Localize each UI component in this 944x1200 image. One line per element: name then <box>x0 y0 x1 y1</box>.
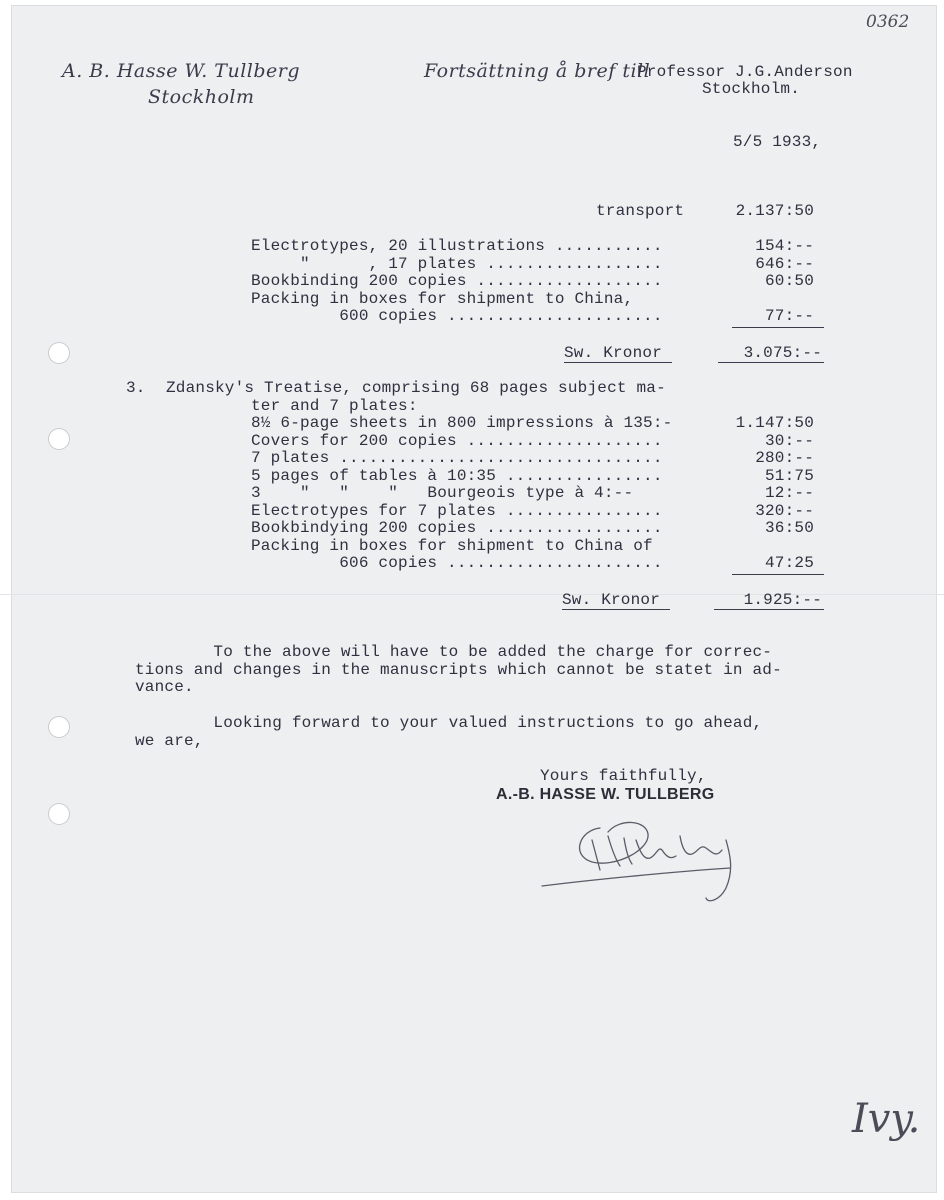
transport-amount: 2.137:50 <box>735 202 814 220</box>
archive-number: 0362 <box>866 12 910 32</box>
line-item-text: Packing in boxes for shipment to China of <box>251 536 653 555</box>
line-item-text: " , 17 plates .................. <box>251 254 663 273</box>
subtotal-rule <box>732 327 824 328</box>
section-number: 3. <box>126 379 146 397</box>
total-3-label: Sw. Kronor <box>562 591 661 609</box>
line-item-amount: 77:-- <box>764 307 814 325</box>
total-3-amount: 1.925:-- <box>743 591 822 609</box>
continuation-label: Fortsättning å bref till <box>424 60 651 82</box>
line-item-amount: 280:-- <box>755 449 814 467</box>
line-item-text: 606 copies ...................... <box>251 554 663 572</box>
line-item-amount: 154:-- <box>755 237 814 255</box>
total-a-amount: 3.075:-- <box>743 344 822 362</box>
signature-icon <box>530 810 760 910</box>
total-amount-underline <box>714 609 824 610</box>
recipient-city: Stockholm. <box>702 80 801 98</box>
line-item-text: Packing in boxes for shipment to China, <box>251 289 634 308</box>
recipient: Professor J.G.Anderson <box>637 63 853 81</box>
punch-hole <box>48 342 70 364</box>
total-amount-underline <box>718 362 824 363</box>
line-item-text: Covers for 200 copies .................... <box>251 431 663 450</box>
paragraph-line: Looking forward to your valued instructions to go ahead, <box>135 714 763 732</box>
line-item-text: Bookbindying 200 copies .................. <box>251 519 663 537</box>
line-item-text: 7 plates ................................. <box>251 449 663 467</box>
initials: Ivy. <box>852 1096 921 1142</box>
total-label-underline <box>564 362 672 363</box>
line-item-amount: 646:-- <box>755 254 814 273</box>
section-title: ter and 7 plates: <box>251 396 418 415</box>
punch-hole <box>48 428 70 450</box>
paragraph-line: tions and changes in the manuscripts which cannot be statet in ad- <box>135 660 782 679</box>
line-item-amount: 320:-- <box>755 501 814 520</box>
line-item-amount: 47:25 <box>764 554 814 572</box>
total-a-label: Sw. Kronor <box>564 344 663 362</box>
line-item-amount: 36:50 <box>764 519 814 537</box>
punch-hole <box>48 803 70 825</box>
section-title: Zdansky's Treatise, comprising 68 pages subject ma- <box>166 379 666 397</box>
line-item-text: 3 " " " Bourgeois type à 4:-- <box>251 484 634 502</box>
total-label-underline <box>562 609 670 610</box>
line-item-amount: 51:75 <box>764 466 814 485</box>
line-item-amount: 60:50 <box>764 272 814 290</box>
transport-label: transport <box>596 202 685 220</box>
line-item-text: 8½ 6-page sheets in 800 impressions à 135:- <box>251 414 673 432</box>
line-item-text: 600 copies ...................... <box>251 307 663 325</box>
line-item-text: Electrotypes, 20 illustrations ........... <box>251 237 663 255</box>
paragraph-line: we are, <box>135 731 204 750</box>
paragraph-line: To the above will have to be added the charge for correc- <box>135 643 773 661</box>
line-item-text: Bookbinding 200 copies ................... <box>251 272 663 290</box>
punch-hole <box>48 716 70 738</box>
subtotal-rule <box>732 574 824 575</box>
closing: Yours faithfully, <box>540 767 707 785</box>
sender-name: A. B. Hasse W. Tullberg <box>62 60 301 82</box>
sender-city: Stockholm <box>148 86 255 108</box>
company-stamp: A.-B. HASSE W. TULLBERG <box>496 786 715 803</box>
line-item-amount: 1.147:50 <box>735 414 814 432</box>
paragraph-line: vance. <box>135 678 194 696</box>
line-item-amount: 12:-- <box>764 484 814 502</box>
line-item-text: 5 pages of tables à 10:35 ................ <box>251 466 663 485</box>
letter-date: 5/5 1933, <box>733 133 822 151</box>
line-item-text: Electrotypes for 7 plates ................ <box>251 501 663 520</box>
line-item-amount: 30:-- <box>764 431 814 450</box>
